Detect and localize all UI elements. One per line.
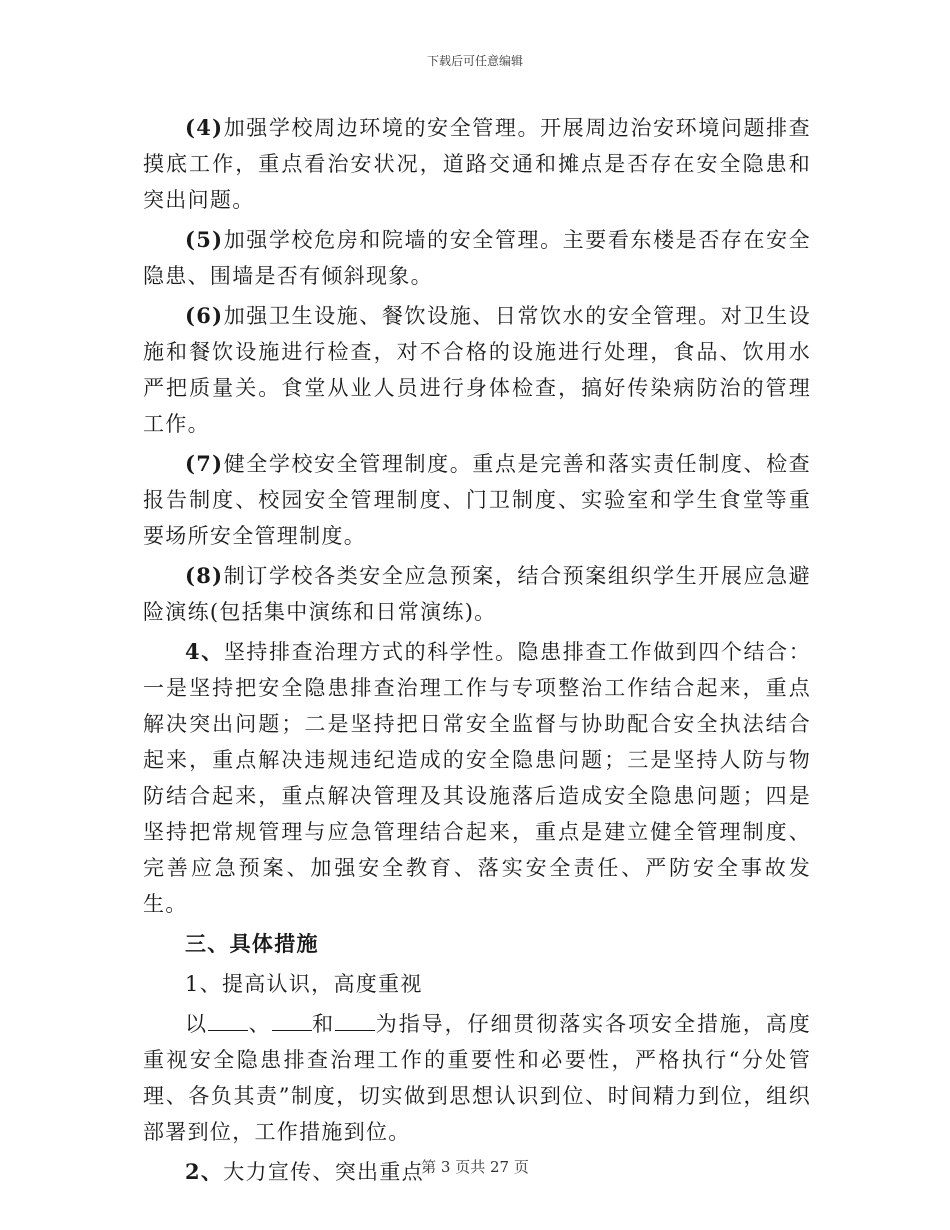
paragraph-item-4 xyxy=(143,634,811,922)
paragraph-text: 坚持排查治理方式的科学性。隐患排查工作做到四个结合：一是坚持把安全隐患排查治理工作与专项整治工作结合起来，重点解决突出问题；二是坚持把日常安全监督与协助配合安全执法结合起来，重点解决违规违纪造成的安全隐患问题；三是坚持人防与物防结合起来，重点解决管理及其设施落后造成安全隐患问题；四是坚持把常规管理与应急管理结合起来，重点是建立健全管理制度、完善应急预案、加强安全教育、落实安全责任、严防安全事故发生。 xyxy=(143,640,811,916)
paragraph-number: 4、 xyxy=(185,639,224,664)
paragraph-number: (5) xyxy=(185,227,224,252)
item-1-body xyxy=(143,1006,811,1150)
paragraph-4 xyxy=(143,110,811,218)
paragraph-number: 2、 xyxy=(185,1159,224,1184)
paragraph-8 xyxy=(143,558,811,630)
page-footer: 第 3 页共 27 页 xyxy=(421,1158,529,1176)
paragraph-5 xyxy=(143,222,811,294)
item-1-title: 1、提高认识，高度重视 xyxy=(185,972,423,996)
blank-line xyxy=(272,1012,312,1031)
blank-line xyxy=(208,1012,248,1031)
body-text: 为指导，仔细贯彻落实各项安全措施，高度重视安全隐患排查治理工作的重要性和必要性，严格执行“分处管理、各负其责”制度，切实做到思想认识到位、时间精力到位，组织部署到位，工作措施到位。 xyxy=(143,1012,811,1144)
paragraph-text: 制订学校各类安全应急预案，结合预案组织学生开展应急避险演练(包括集中演练和日常演练)。 xyxy=(143,564,811,624)
paragraph-number: (8) xyxy=(185,563,224,588)
paragraph-number: (4) xyxy=(185,115,224,140)
page-header: 下载后可任意编辑 xyxy=(426,54,523,68)
paragraph-text: 加强学校周边环境的安全管理。开展周边治安环境问题排查摸底工作，重点看治安状况，道路交通和摊点是否存在安全隐患和突出问题。 xyxy=(143,116,811,212)
paragraph-number: (7) xyxy=(185,451,224,476)
body-text: 、 xyxy=(247,1012,272,1036)
body-text: 和 xyxy=(311,1012,336,1036)
paragraph-number: (6) xyxy=(185,303,224,328)
paragraph-text: 加强学校危房和院墙的安全管理。主要看东楼是否存在安全隐患、围墙是否有倾斜现象。 xyxy=(143,228,811,288)
blank-line xyxy=(335,1012,375,1031)
paragraph-7 xyxy=(143,446,811,554)
item-title-text: 大力宣传、突出重点 xyxy=(223,1160,424,1184)
paragraph-text: 健全学校安全管理制度。重点是完善和落实责任制度、检查报告制度、校园安全管理制度、门卫制度、实验室和学生食堂等重要场所安全管理制度。 xyxy=(143,452,811,548)
section-heading: 三、具体措施 xyxy=(185,931,319,956)
document-body xyxy=(143,110,811,1194)
paragraph-text: 加强卫生设施、餐饮设施、日常饮水的安全管理。对卫生设施和餐饮设施进行检查，对不合格的设施进行处理，食品、饮用水严把质量关。食堂从业人员进行身体检查，搞好传染病防治的管理工作。 xyxy=(143,304,811,436)
paragraph-6 xyxy=(143,298,811,442)
body-text: 以 xyxy=(185,1012,208,1036)
